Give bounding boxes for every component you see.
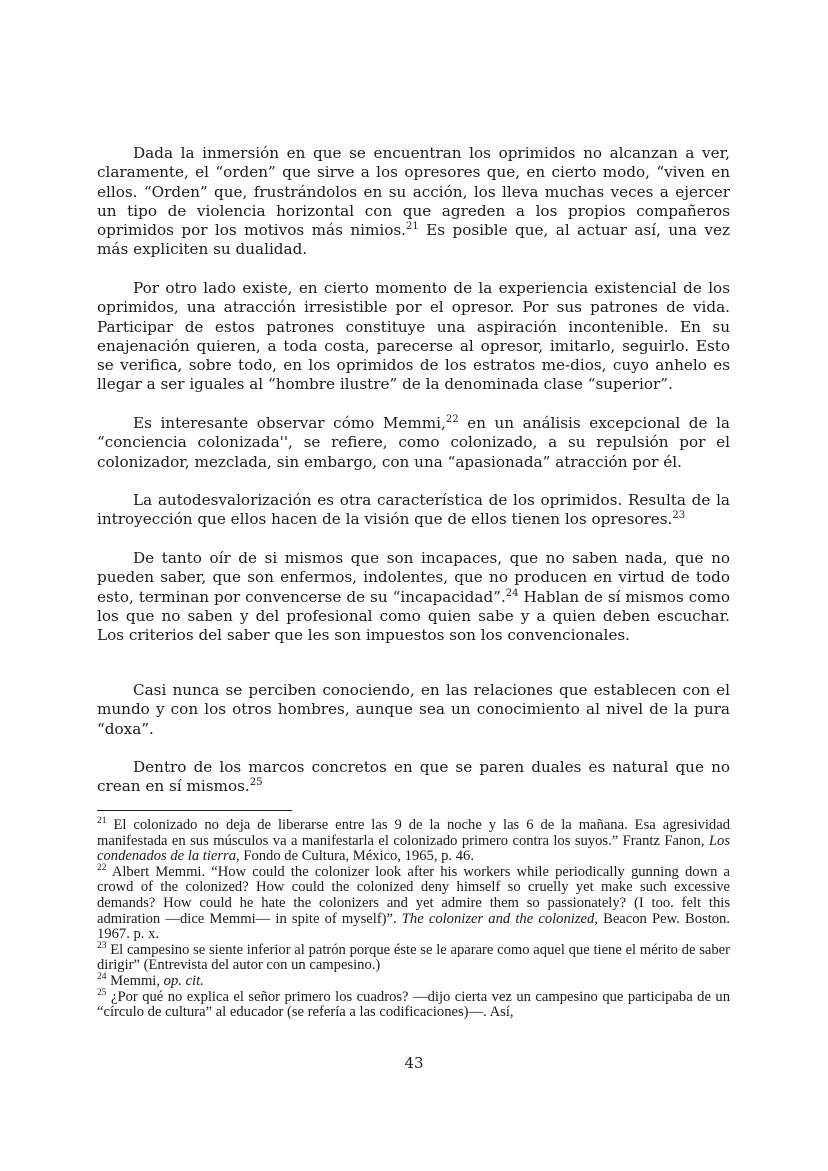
- paragraph-text: Es interesante observar cómo Memmi,: [133, 414, 446, 432]
- footnote-number: 22: [97, 862, 107, 873]
- body-paragraph: [97, 414, 730, 472]
- citation-abbrev: op. cit.: [163, 972, 204, 989]
- paragraph-text: Es posible que, al actuar así, una vez más expliciten su dualidad.: [97, 221, 730, 259]
- footnote-text: , Beacon Pew. Boston. 1967. p. x.: [97, 910, 730, 943]
- footnote-22: [97, 862, 730, 943]
- footnote-ref[interactable]: 23: [672, 510, 686, 522]
- footnote-ref[interactable]: 22: [445, 413, 459, 425]
- footnote-text: El colonizado no deja de liberarse entre las 9 de la noche y las 6 de la mañana. Esa agresividad manifestada en sus músculos va a manifestarla el colonizado primero contra los suyos.” Frantz Fanon,: [97, 817, 730, 849]
- paragraph-text: en un análisis excepcional de la “conciencia colonizada'', se refiere, como colonizado, a su repulsión por el colonizador, mezclada, sin embargo, con una “apasionada” atracción por él.: [97, 414, 730, 471]
- footnote-24: [97, 974, 730, 990]
- body-paragraph: [97, 491, 730, 530]
- paragraph-text: La autodesvalorización es otra característica de los oprimidos. Resulta de la introyección que ellos hacen de la visión que de ellos tienen los opresores.: [97, 491, 730, 529]
- footnote-number: 25: [97, 987, 107, 998]
- footnote-text: ¿Por qué no explica el señor primero los cuadros? —dijo cierta vez un campesino que participaba de un “círculo de cultura” al educador (se refería a las codificaciones)—. Así,: [97, 988, 730, 1021]
- paragraph-text: Hablan de sí mismos como los que no saben y del profesional como quien sabe y a quien deben escuchar. Los criterios del saber que les son impuestos son los convencionales.: [97, 587, 730, 645]
- paragraph-text: Por otro lado existe, en cierto momento de la experiencia existencial de los oprimidos, una atracción irresistible por el opresor. Por sus patrones de vida. Participar de estos patrones constituye una aspiración incontenible. En su enajenación quieren, a toda costa, parecerse al opresor, imitarlo, seguirlo. Esto se verifica, sobre todo, en los oprimidos de los estratos me-dios, cuyo anhelo es llegar a ser iguales al “hombre ilustre” de la denominada clase “superior”.: [97, 279, 730, 394]
- body-paragraph: [97, 279, 730, 395]
- paragraph-text: Dentro de los marcos concretos en que se paren duales es natural que no crean en sí mismos.: [97, 758, 730, 796]
- paragraph-text: Dada la inmersión en que se encuentran los oprimidos no alcanzan a ver, claramente, el “orden” que sirve a los opresores que, en cierto modo, “viven en ellos. “Orden” que, frustrándolos en su acción, los lleva muchas veces a ejercer un tipo de violencia horizontal con que agreden a los propios compañeros oprimidos por los motivos más nimios.: [97, 144, 730, 240]
- footnote-ref[interactable]: 24: [505, 587, 519, 599]
- footnote-text: , Fondo de Cultura, México, 1965, p. 46.: [236, 848, 474, 865]
- body-paragraph: [97, 549, 730, 645]
- body-paragraph: [97, 758, 730, 797]
- footnote-ref[interactable]: 21: [406, 221, 419, 233]
- footnote-21: [97, 818, 730, 865]
- footnote-number: 21: [97, 816, 107, 827]
- book-title: The colonizer and the colonized: [401, 910, 595, 927]
- footnote-25: [97, 987, 730, 1021]
- body-paragraph: [97, 681, 730, 739]
- footnote-ref[interactable]: 25: [249, 777, 263, 789]
- footnote-23: [97, 940, 730, 974]
- footnote-text: Memmi,: [106, 972, 164, 989]
- paragraph-text: De tanto oír de si mismos que son incapaces, que no saben nada, que no pueden saber, que son enfermos, indolentes, que no producen en virtud de todo esto, terminan por convencerse de su “incapacidad”.: [97, 549, 730, 606]
- paragraph-text: Casi nunca se perciben conociendo, en las relaciones que establecen con el mundo y con los otros hombres, aunque sea un conocimiento al nivel de la pura “doxa”.: [97, 681, 730, 738]
- footnote-text: Albert Memmi. “How could the colonizer look after his workers while periodically gunning down a crowd of the colonized? How could the colonized deny himself so cruelly yet make such excessive demands? How could he hate the colonizers and yet admire them so passionately? (I too. felt this admiration —dice Memmi— in spite of myself)”.: [97, 863, 730, 927]
- footnotes: [97, 818, 730, 1021]
- footnote-text: El campesino se siente inferior al patrón porque éste se le aparare como aquel que tiene el mérito de saber dirigir” (Entrevista del autor con un campesino.): [97, 941, 730, 974]
- footnote-number: 23: [97, 940, 107, 951]
- book-title: Los condenados de la tierra: [97, 832, 730, 865]
- page-number: 43: [404, 1054, 424, 1072]
- body-paragraph: [97, 144, 730, 260]
- footnote-separator: [97, 810, 292, 811]
- footnote-number: 24: [97, 972, 107, 983]
